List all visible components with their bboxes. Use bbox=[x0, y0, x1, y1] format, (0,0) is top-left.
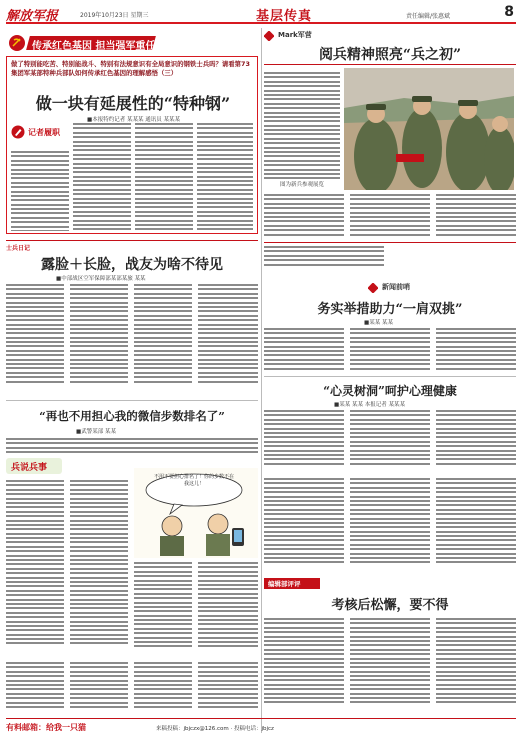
party-emblem-icon bbox=[8, 34, 26, 52]
story-shuangfu-body-col1 bbox=[264, 328, 344, 372]
lead-story bbox=[6, 56, 258, 234]
lead-story-body-col2 bbox=[73, 123, 131, 231]
story-xinli-headline: “心灵树洞”呵护心理健康 bbox=[323, 384, 457, 398]
story-kaohe-body-col2 bbox=[350, 618, 430, 712]
story-lupi-body-col1 bbox=[6, 284, 64, 388]
page-header bbox=[6, 4, 516, 24]
cartoon-story-col4 bbox=[198, 562, 258, 656]
photo-story-body-col2 bbox=[350, 194, 430, 238]
footer-masthead: 有料邮箱：给我一只猫 bbox=[6, 723, 86, 732]
story-lupi-headline: 露脸＋长脸，战友为啥不待见 bbox=[41, 257, 223, 273]
photo-caption: 图为新兵参观展览 bbox=[279, 182, 324, 188]
bullet-icon bbox=[264, 31, 274, 41]
story-shuangfu-body-col3 bbox=[436, 328, 516, 372]
story-shuangfu-body-col2 bbox=[350, 328, 430, 372]
story-kaohe-headline: 考核后松懈，要不得 bbox=[331, 598, 449, 613]
story-wechat-rule bbox=[6, 400, 258, 401]
cartoon-section-label: 兵说兵事 bbox=[11, 463, 48, 473]
news-section-label: 新闻前哨 bbox=[382, 283, 410, 291]
masthead-logo: 解放军报 bbox=[6, 9, 59, 24]
story-shuangfu-headline: 务实举措助力“一肩双挑” bbox=[317, 302, 463, 317]
photo-story-tag bbox=[264, 30, 384, 42]
cartoon-bubble-text: 不用不要担心排名了！你的步数不在我这儿！ bbox=[153, 474, 234, 487]
issue-date: 2019年10月23日 星期三 bbox=[80, 12, 149, 19]
pen-icon bbox=[11, 125, 25, 139]
story-xinli-body-col3 bbox=[436, 410, 516, 472]
lead-story-headline: 做一块有延展性的“特种钢” bbox=[35, 94, 231, 113]
story-kaohe bbox=[264, 578, 516, 714]
page-number: 8 bbox=[504, 4, 514, 20]
cartoon-block bbox=[6, 458, 258, 658]
series-banner-title: 传承红色基因 担当强军重任 bbox=[32, 41, 156, 52]
cartoon-story-col2 bbox=[70, 480, 128, 656]
right-mid-text-col2 bbox=[350, 478, 430, 574]
story-wechat-intro bbox=[6, 438, 258, 458]
right-mid-text-col3 bbox=[436, 478, 516, 574]
photo-story-body-col1 bbox=[264, 194, 344, 238]
soldiers-photo bbox=[344, 68, 514, 190]
reporter-note bbox=[11, 123, 67, 147]
photo-story-text bbox=[264, 72, 340, 182]
story-kaohe-section-tag bbox=[264, 578, 320, 589]
story-wechat-byline: ■武警某部 某某 bbox=[76, 429, 116, 435]
story-xinli-body-col2 bbox=[350, 410, 430, 472]
right-mid-text-col1 bbox=[264, 478, 344, 574]
lead-story-byline: ■本报特约记者 某某某 通讯员 某某某 bbox=[87, 117, 180, 123]
lead-story-body-col1 bbox=[11, 151, 69, 231]
photo-story bbox=[264, 30, 516, 240]
photo-story-headline: 阅兵精神照亮“兵之初” bbox=[318, 47, 462, 63]
section-bullet-icon bbox=[368, 283, 378, 293]
left-bottom-text-col1 bbox=[6, 662, 64, 714]
column-divider bbox=[261, 28, 262, 733]
page-footer bbox=[6, 718, 516, 736]
story-wechat-headline: “再也不用担心我的微信步数排名了” bbox=[39, 409, 225, 423]
story-lupi-byline: ■中部战区空军保障部某部某旅 某某 bbox=[56, 276, 146, 282]
story-shuangfu bbox=[264, 242, 516, 474]
footer-contact: 来稿投稿：jbjczx@126.com · 投稿电话：jbjcz bbox=[156, 726, 274, 732]
left-bottom-text-col3 bbox=[134, 662, 192, 714]
story-xinli-byline: ■某某 某某 本报记者 某某某 bbox=[334, 402, 405, 408]
photo-story-tag-text: Mark军营 bbox=[278, 31, 312, 39]
story-kaohe-section: 编辑部评评 bbox=[268, 580, 301, 588]
cartoon-section-tag bbox=[6, 458, 62, 474]
cartoon-story-col3 bbox=[134, 562, 192, 656]
story-kaohe-body-col1 bbox=[264, 618, 344, 712]
editor-credit: 责任编辑/张惠斌 bbox=[406, 13, 451, 20]
lead-story-kicker: 做了特别能吃苦、特别能战斗、特别有法规意识有全局意识的钢铁士兵吗？请看第73集团军某部特种兵部队如何传承红色基因的理解感悟（三） bbox=[11, 60, 250, 77]
left-bottom-text-col2 bbox=[70, 662, 128, 714]
photo-story-body-col3 bbox=[436, 194, 516, 238]
story-lupi-body-col3 bbox=[134, 284, 192, 388]
news-section-tag bbox=[368, 282, 448, 294]
lead-story-body-col3 bbox=[135, 123, 193, 231]
story-xinli-body-col1 bbox=[264, 410, 344, 472]
lead-story-body-col4 bbox=[197, 123, 253, 231]
story-lupi-body-col4 bbox=[198, 284, 258, 388]
story-shuangfu-rule bbox=[264, 242, 516, 243]
reporter-note-label: 记者履职 bbox=[28, 128, 60, 137]
cartoon-story-col1 bbox=[6, 480, 64, 656]
story-lupi-rule bbox=[6, 240, 258, 241]
story-lupi-body-col2 bbox=[70, 284, 128, 388]
story-lupi-section: 士兵日记 bbox=[6, 245, 31, 252]
story-xinli-rule bbox=[264, 376, 516, 377]
photo-story-rule bbox=[264, 64, 516, 65]
series-banner bbox=[8, 34, 158, 52]
story-shuangfu-byline: ■某某 某某 bbox=[364, 320, 393, 326]
left-bottom-text-col4 bbox=[198, 662, 258, 714]
section-title: 基层传真 bbox=[256, 9, 313, 24]
story-lupi bbox=[6, 240, 258, 392]
story-kaohe-body-col3 bbox=[436, 618, 516, 712]
story-shuangfu-top-left bbox=[264, 246, 384, 270]
